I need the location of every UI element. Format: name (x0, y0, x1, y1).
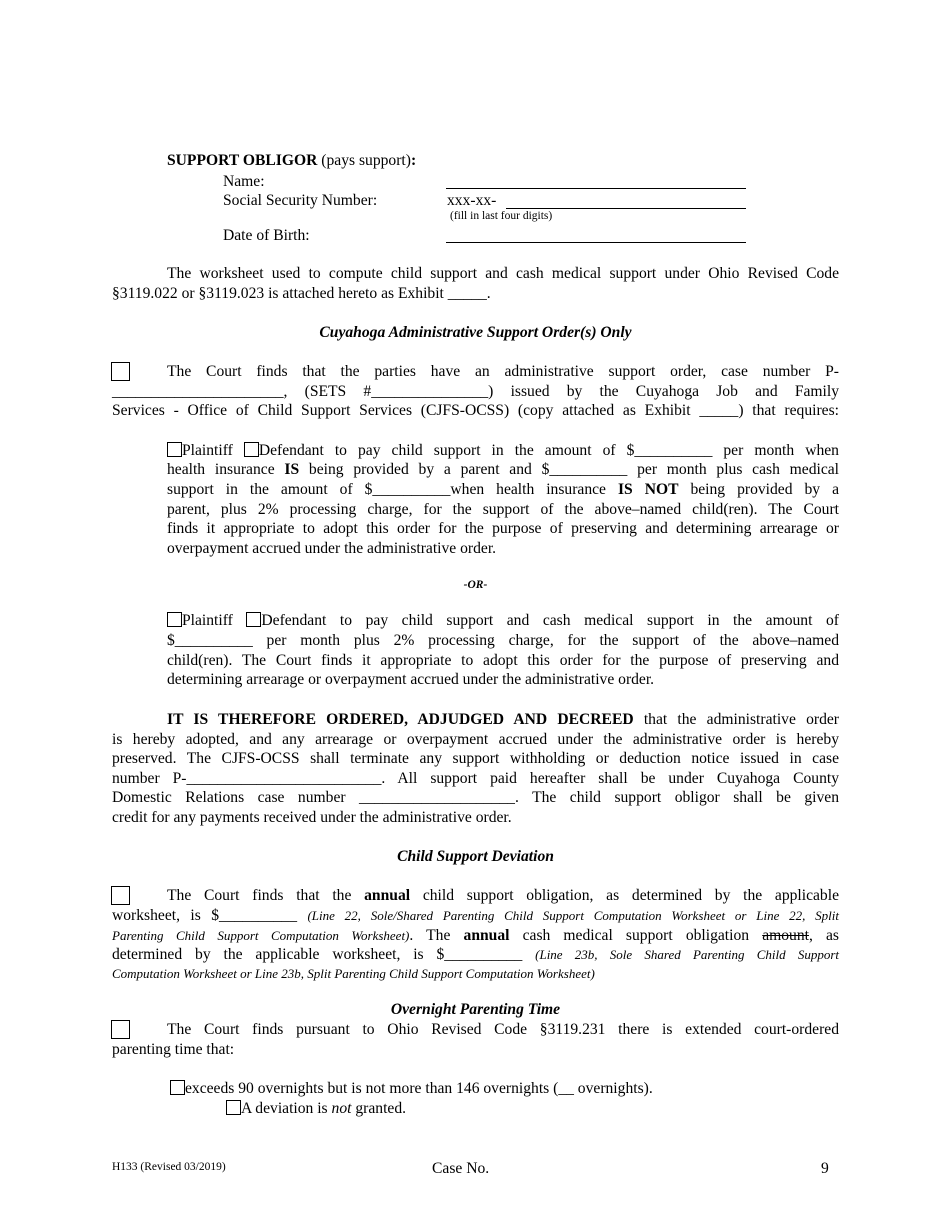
opt2-line-1 (167, 611, 839, 631)
overnight-heading: Overnight Parenting Time (390, 1001, 561, 1018)
opt1-plaintiff-checkbox[interactable] (167, 442, 182, 457)
page-number: 9 (821, 1160, 829, 1177)
deviation-heading: Child Support Deviation (397, 848, 554, 865)
opt2-line-4: determining arrearage or overpayment accrued under the administrative order. (167, 671, 655, 688)
deviation-l1a: The Court finds that the (167, 887, 365, 904)
deviation-l3e: amount (762, 927, 809, 944)
dob-label: Date of Birth: (223, 227, 310, 244)
overnight-line-1: The Court finds pursuant to Ohio Revised Code §3119.231 there is extended court-ordered (167, 1021, 839, 1038)
or-separator: -OR- (463, 579, 488, 591)
opt1-text-1: to pay child support in the amount of $__________ per month when (334, 442, 839, 459)
obligor-heading-colon: : (410, 152, 417, 169)
deviation-l1b: annual (364, 887, 411, 904)
deviation-l3b: . The (409, 927, 464, 944)
dob-field-line[interactable] (446, 242, 746, 243)
admin-para-line-1: The Court finds that the parties have an administrative support order, case number P- (167, 363, 839, 380)
opt2-defendant-label: Defendant (261, 612, 327, 629)
obligor-heading-rest: (pays support) (321, 152, 411, 169)
deviation-l2a: worksheet, is $__________ (112, 907, 308, 924)
admin-order-checkbox[interactable] (111, 362, 130, 381)
opt1-l3b: IS NOT (617, 481, 679, 498)
name-label: Name: (223, 173, 265, 190)
deviation-l3a: Parenting Child Support Computation Worksheet) (112, 928, 410, 943)
ordered-bold: IT IS THEREFORE ORDERED, ADJUDGED AND DECREED (167, 711, 634, 728)
deviation-l2b: (Line 22, Sole/Shared Parenting Child Support Computation Worksheet or Line 22, Split (307, 908, 839, 923)
opt1-l2a: health insurance (167, 461, 285, 478)
opt1-defendant-label: Defendant (258, 442, 324, 459)
opt2-defendant-checkbox[interactable] (246, 612, 261, 627)
deviation-l3d: cash medical support obligation (509, 927, 763, 944)
overnight-line-2: parenting time that: (112, 1041, 235, 1058)
deviation-l3f: , as (808, 927, 839, 944)
overnight-option-1-label: exceeds 90 overnights but is not more than 146 overnights (__ overnights). (185, 1080, 653, 1097)
deviation-l4b: (Line 23b, Sole Shared Parenting Child Support (535, 947, 839, 962)
overnight-checkbox[interactable] (111, 1020, 130, 1039)
deviation-line-5: Computation Worksheet or Line 23b, Split Parenting Child Support Computation Worksheet) (112, 966, 595, 981)
admin-para-line-2: ______________________, (SETS #_______________) issued by the Cuyahoga Job and Family (112, 383, 839, 400)
ssn-hint: (fill in last four digits) (450, 210, 553, 222)
opt1-line-4: parent, plus 2% processing charge, for the support of the above–named child(ren). The Court (167, 501, 839, 518)
deviation-line-2 (112, 906, 839, 926)
deviation-line-3 (112, 926, 839, 946)
opt1-defendant-checkbox[interactable] (244, 442, 259, 457)
footer-form-id: H133 (Revised 03/2019) (112, 1161, 226, 1173)
opt1-l2c: being provided by a parent and $__________ per month plus cash medical (299, 461, 839, 478)
deviation-l4a: determined by the applicable worksheet, is $__________ (112, 946, 536, 963)
opt2-line-3: child(ren). The Court finds it appropriate to adopt this order for the purpose of preserving and (167, 652, 839, 669)
opt2-line-2: $__________ per month plus 2% processing charge, for the support of the above–named (167, 632, 839, 649)
ordered-line-1 (167, 710, 839, 730)
deviation-checkbox[interactable] (111, 886, 130, 905)
opt1-line-6: overpayment accrued under the administrative order. (167, 540, 497, 557)
ordered-l1rest: that the administrative order (633, 711, 839, 728)
opt2-text-1: to pay child support and cash medical support in the amount of (339, 612, 839, 629)
worksheet-line-1 (112, 264, 839, 284)
opt1-l3a: support in the amount of $__________when health insurance (167, 481, 618, 498)
obligor-heading (167, 151, 416, 171)
deviation-not-granted-checkbox[interactable] (226, 1100, 241, 1115)
worksheet-text-1: The worksheet used to compute child support and cash medical support under Ohio Revised Code (167, 265, 839, 282)
admin-para-line-3: Services - Office of Child Support Services (CJFS-OCSS) (copy attached as Exhibit _____) that requires: (112, 402, 839, 419)
ssn-label: Social Security Number: (223, 192, 378, 209)
ordered-line-3: preserved. The CJFS-OCSS shall terminate any support withholding or deduction notice issued in case (112, 750, 839, 767)
opt1-l2b: IS (284, 461, 300, 478)
ordered-line-5: Domestic Relations case number ____________________. The child support obligor shall be given (112, 789, 839, 806)
worksheet-line-2: §3119.022 or §3119.023 is attached hereto as Exhibit _____. (112, 285, 491, 302)
sub-a: A deviation is (241, 1100, 332, 1117)
ordered-line-4: number P-_________________________. All support paid hereafter shall be under Cuyahoga County (112, 770, 839, 787)
ordered-line-6: credit for any payments received under the administrative order. (112, 809, 512, 826)
deviation-l3c: annual (463, 927, 510, 944)
overnight-option-1-checkbox[interactable] (170, 1080, 185, 1095)
opt1-l3c: being provided by a (678, 481, 839, 498)
opt1-line-1 (167, 441, 839, 461)
sub-c: granted. (351, 1100, 407, 1117)
obligor-heading-bold: SUPPORT OBLIGOR (167, 152, 318, 169)
opt1-line-3 (167, 480, 839, 500)
admin-heading: Cuyahoga Administrative Support Order(s) Only (319, 324, 632, 341)
opt2-plaintiff-label: Plaintiff (182, 612, 233, 629)
deviation-l1c: child support obligation, as determined by the applicable (410, 887, 839, 904)
overnight-option-1 (170, 1079, 653, 1099)
name-field-line[interactable] (446, 188, 746, 189)
footer-case-no: Case No. (432, 1160, 490, 1177)
opt1-line-5: finds it appropriate to adopt this order for the purpose of preserving and determining arrearage or (167, 520, 839, 537)
deviation-line-1 (167, 886, 839, 906)
sub-b: not (331, 1100, 352, 1117)
overnight-sub-option (226, 1099, 406, 1119)
opt2-plaintiff-checkbox[interactable] (167, 612, 182, 627)
ssn-prefix: xxx-xx- (447, 192, 497, 209)
opt1-plaintiff-label: Plaintiff (182, 442, 233, 459)
ordered-line-2: is hereby adopted, and any arrearage or overpayment accrued under the administrative order is hereby (112, 731, 839, 748)
opt1-line-2 (167, 460, 839, 480)
deviation-line-4 (112, 945, 839, 965)
